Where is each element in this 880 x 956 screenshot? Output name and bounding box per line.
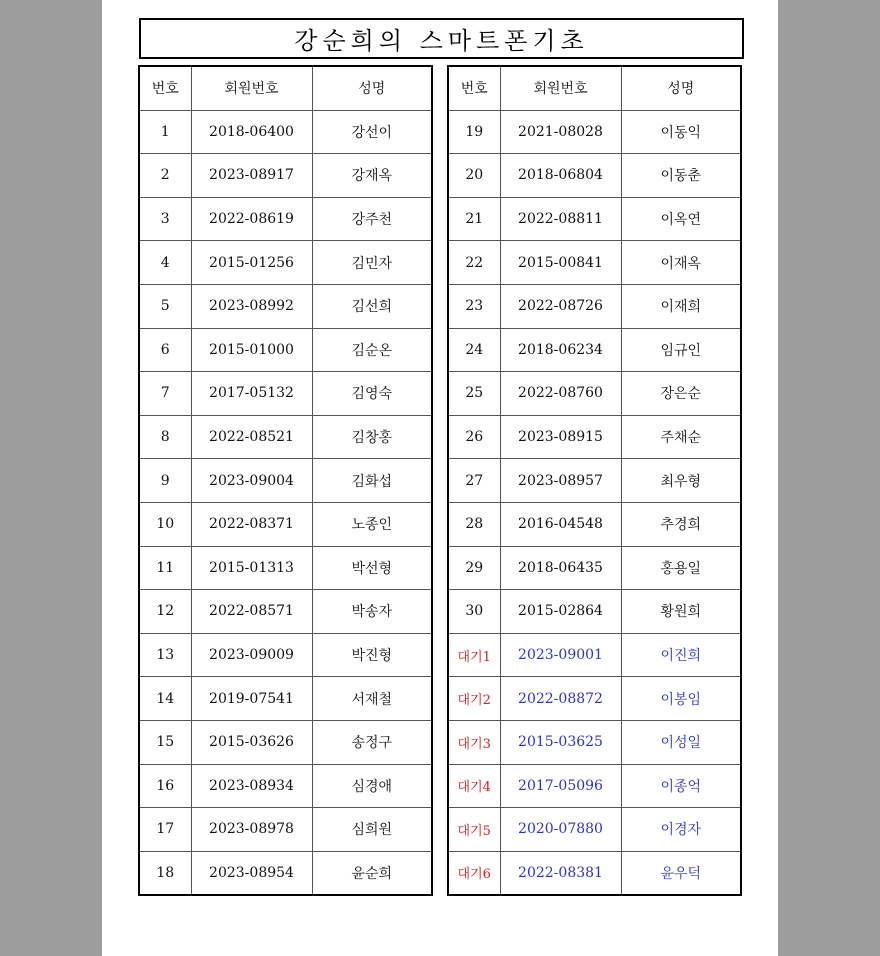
cell-member-id: 2022-08619	[191, 197, 312, 241]
cell-name: 김민자	[312, 241, 432, 285]
cell-name: 이봉임	[621, 677, 741, 721]
cell-member-id: 2022-08521	[191, 415, 312, 459]
cell-member-id: 2015-01313	[191, 546, 312, 590]
header-name: 성명	[312, 66, 432, 110]
table-row	[448, 590, 741, 634]
table-row	[139, 459, 432, 503]
table-row	[448, 415, 741, 459]
cell-name: 심경애	[312, 764, 432, 808]
table-row	[139, 808, 432, 852]
table-row	[139, 546, 432, 590]
cell-name: 이재희	[621, 284, 741, 328]
table-row	[139, 241, 432, 285]
cell-number: 21	[448, 197, 500, 241]
cell-name: 이종억	[621, 764, 741, 808]
cell-member-id: 2023-08934	[191, 764, 312, 808]
cell-number: 14	[139, 677, 191, 721]
cell-name: 이성일	[621, 720, 741, 764]
cell-member-id: 2017-05132	[191, 372, 312, 416]
cell-name: 황원희	[621, 590, 741, 634]
cell-number: 13	[139, 633, 191, 677]
cell-member-id: 2015-01256	[191, 241, 312, 285]
header-member-id: 회원번호	[500, 66, 621, 110]
cell-member-id: 2023-08915	[500, 415, 621, 459]
waiting-row	[448, 677, 741, 721]
cell-number: 30	[448, 590, 500, 634]
cell-number: 대기6	[448, 851, 500, 895]
cell-name: 강선이	[312, 110, 432, 154]
cell-name: 송정구	[312, 720, 432, 764]
page-title: 강순희의 스마트폰기초	[139, 18, 744, 59]
cell-name: 이경자	[621, 808, 741, 852]
cell-member-id: 2022-08381	[500, 851, 621, 895]
cell-name: 추경희	[621, 502, 741, 546]
cell-member-id: 2019-07541	[191, 677, 312, 721]
table-row	[448, 502, 741, 546]
table-row	[139, 154, 432, 198]
table-row	[139, 284, 432, 328]
cell-number: 대기5	[448, 808, 500, 852]
cell-number: 3	[139, 197, 191, 241]
cell-name: 김영숙	[312, 372, 432, 416]
cell-member-id: 2015-00841	[500, 241, 621, 285]
cell-member-id: 2017-05096	[500, 764, 621, 808]
cell-member-id: 2023-09004	[191, 459, 312, 503]
cell-number: 23	[448, 284, 500, 328]
table-row	[448, 110, 741, 154]
cell-number: 5	[139, 284, 191, 328]
cell-name: 노종인	[312, 502, 432, 546]
table-row	[139, 110, 432, 154]
cell-number: 16	[139, 764, 191, 808]
cell-member-id: 2022-08760	[500, 372, 621, 416]
cell-name: 주채순	[621, 415, 741, 459]
cell-member-id: 2018-06400	[191, 110, 312, 154]
table-row	[448, 197, 741, 241]
table-header-row	[448, 66, 741, 110]
table-row	[139, 197, 432, 241]
cell-name: 이옥연	[621, 197, 741, 241]
cell-name: 김순온	[312, 328, 432, 372]
cell-number: 대기4	[448, 764, 500, 808]
cell-name: 김창홍	[312, 415, 432, 459]
cell-number: 6	[139, 328, 191, 372]
cell-number: 7	[139, 372, 191, 416]
table-row	[139, 677, 432, 721]
table-row	[139, 328, 432, 372]
cell-number: 대기3	[448, 720, 500, 764]
cell-number: 15	[139, 720, 191, 764]
cell-member-id: 2021-08028	[500, 110, 621, 154]
cell-number: 2	[139, 154, 191, 198]
cell-name: 김선희	[312, 284, 432, 328]
cell-member-id: 2023-08957	[500, 459, 621, 503]
cell-name: 이진희	[621, 633, 741, 677]
table-row	[139, 720, 432, 764]
cell-number: 12	[139, 590, 191, 634]
table-row	[139, 851, 432, 895]
cell-member-id: 2015-02864	[500, 590, 621, 634]
table-row	[448, 372, 741, 416]
cell-name: 홍용일	[621, 546, 741, 590]
cell-number: 24	[448, 328, 500, 372]
cell-member-id: 2023-09009	[191, 633, 312, 677]
cell-member-id: 2023-08978	[191, 808, 312, 852]
cell-number: 대기1	[448, 633, 500, 677]
table-header-row	[139, 66, 432, 110]
table-row	[448, 459, 741, 503]
cell-member-id: 2022-08811	[500, 197, 621, 241]
table-row	[448, 241, 741, 285]
cell-member-id: 2015-01000	[191, 328, 312, 372]
header-member-id: 회원번호	[191, 66, 312, 110]
cell-number: 18	[139, 851, 191, 895]
cell-member-id: 2018-06804	[500, 154, 621, 198]
header-number: 번호	[448, 66, 500, 110]
cell-name: 강재옥	[312, 154, 432, 198]
cell-name: 윤순희	[312, 851, 432, 895]
cell-name: 박송자	[312, 590, 432, 634]
cell-member-id: 2015-03626	[191, 720, 312, 764]
cell-name: 김화섭	[312, 459, 432, 503]
cell-number: 대기2	[448, 677, 500, 721]
cell-number: 11	[139, 546, 191, 590]
cell-member-id: 2022-08371	[191, 502, 312, 546]
roster-table-right	[447, 65, 742, 896]
cell-name: 박진형	[312, 633, 432, 677]
table-row	[448, 546, 741, 590]
cell-member-id: 2016-04548	[500, 502, 621, 546]
cell-member-id: 2022-08571	[191, 590, 312, 634]
table-row	[139, 590, 432, 634]
cell-name: 임규인	[621, 328, 741, 372]
cell-member-id: 2023-09001	[500, 633, 621, 677]
cell-name: 심희원	[312, 808, 432, 852]
table-row	[448, 154, 741, 198]
cell-member-id: 2023-08954	[191, 851, 312, 895]
cell-name: 윤우덕	[621, 851, 741, 895]
cell-member-id: 2020-07880	[500, 808, 621, 852]
waiting-row	[448, 808, 741, 852]
cell-number: 8	[139, 415, 191, 459]
header-name: 성명	[621, 66, 741, 110]
cell-name: 서재철	[312, 677, 432, 721]
cell-number: 4	[139, 241, 191, 285]
document-page	[102, 0, 778, 956]
table-row	[448, 328, 741, 372]
cell-number: 17	[139, 808, 191, 852]
cell-number: 10	[139, 502, 191, 546]
cell-number: 19	[448, 110, 500, 154]
cell-member-id: 2015-03625	[500, 720, 621, 764]
table-row	[139, 764, 432, 808]
cell-number: 29	[448, 546, 500, 590]
table-row	[139, 633, 432, 677]
cell-number: 26	[448, 415, 500, 459]
cell-member-id: 2022-08872	[500, 677, 621, 721]
cell-number: 1	[139, 110, 191, 154]
cell-name: 장은순	[621, 372, 741, 416]
cell-number: 9	[139, 459, 191, 503]
table-row	[139, 415, 432, 459]
cell-member-id: 2023-08917	[191, 154, 312, 198]
cell-number: 27	[448, 459, 500, 503]
cell-number: 20	[448, 154, 500, 198]
cell-name: 이재옥	[621, 241, 741, 285]
cell-name: 최우형	[621, 459, 741, 503]
cell-member-id: 2023-08992	[191, 284, 312, 328]
cell-number: 25	[448, 372, 500, 416]
waiting-row	[448, 720, 741, 764]
cell-number: 28	[448, 502, 500, 546]
header-number: 번호	[139, 66, 191, 110]
cell-member-id: 2018-06234	[500, 328, 621, 372]
cell-member-id: 2022-08726	[500, 284, 621, 328]
cell-name: 이동익	[621, 110, 741, 154]
waiting-row	[448, 633, 741, 677]
waiting-row	[448, 764, 741, 808]
cell-name: 박선형	[312, 546, 432, 590]
table-row	[448, 284, 741, 328]
cell-member-id: 2018-06435	[500, 546, 621, 590]
table-row	[139, 372, 432, 416]
waiting-row	[448, 851, 741, 895]
roster-table-left	[138, 65, 433, 896]
cell-number: 22	[448, 241, 500, 285]
cell-name: 이동춘	[621, 154, 741, 198]
table-row	[139, 502, 432, 546]
cell-name: 강주천	[312, 197, 432, 241]
